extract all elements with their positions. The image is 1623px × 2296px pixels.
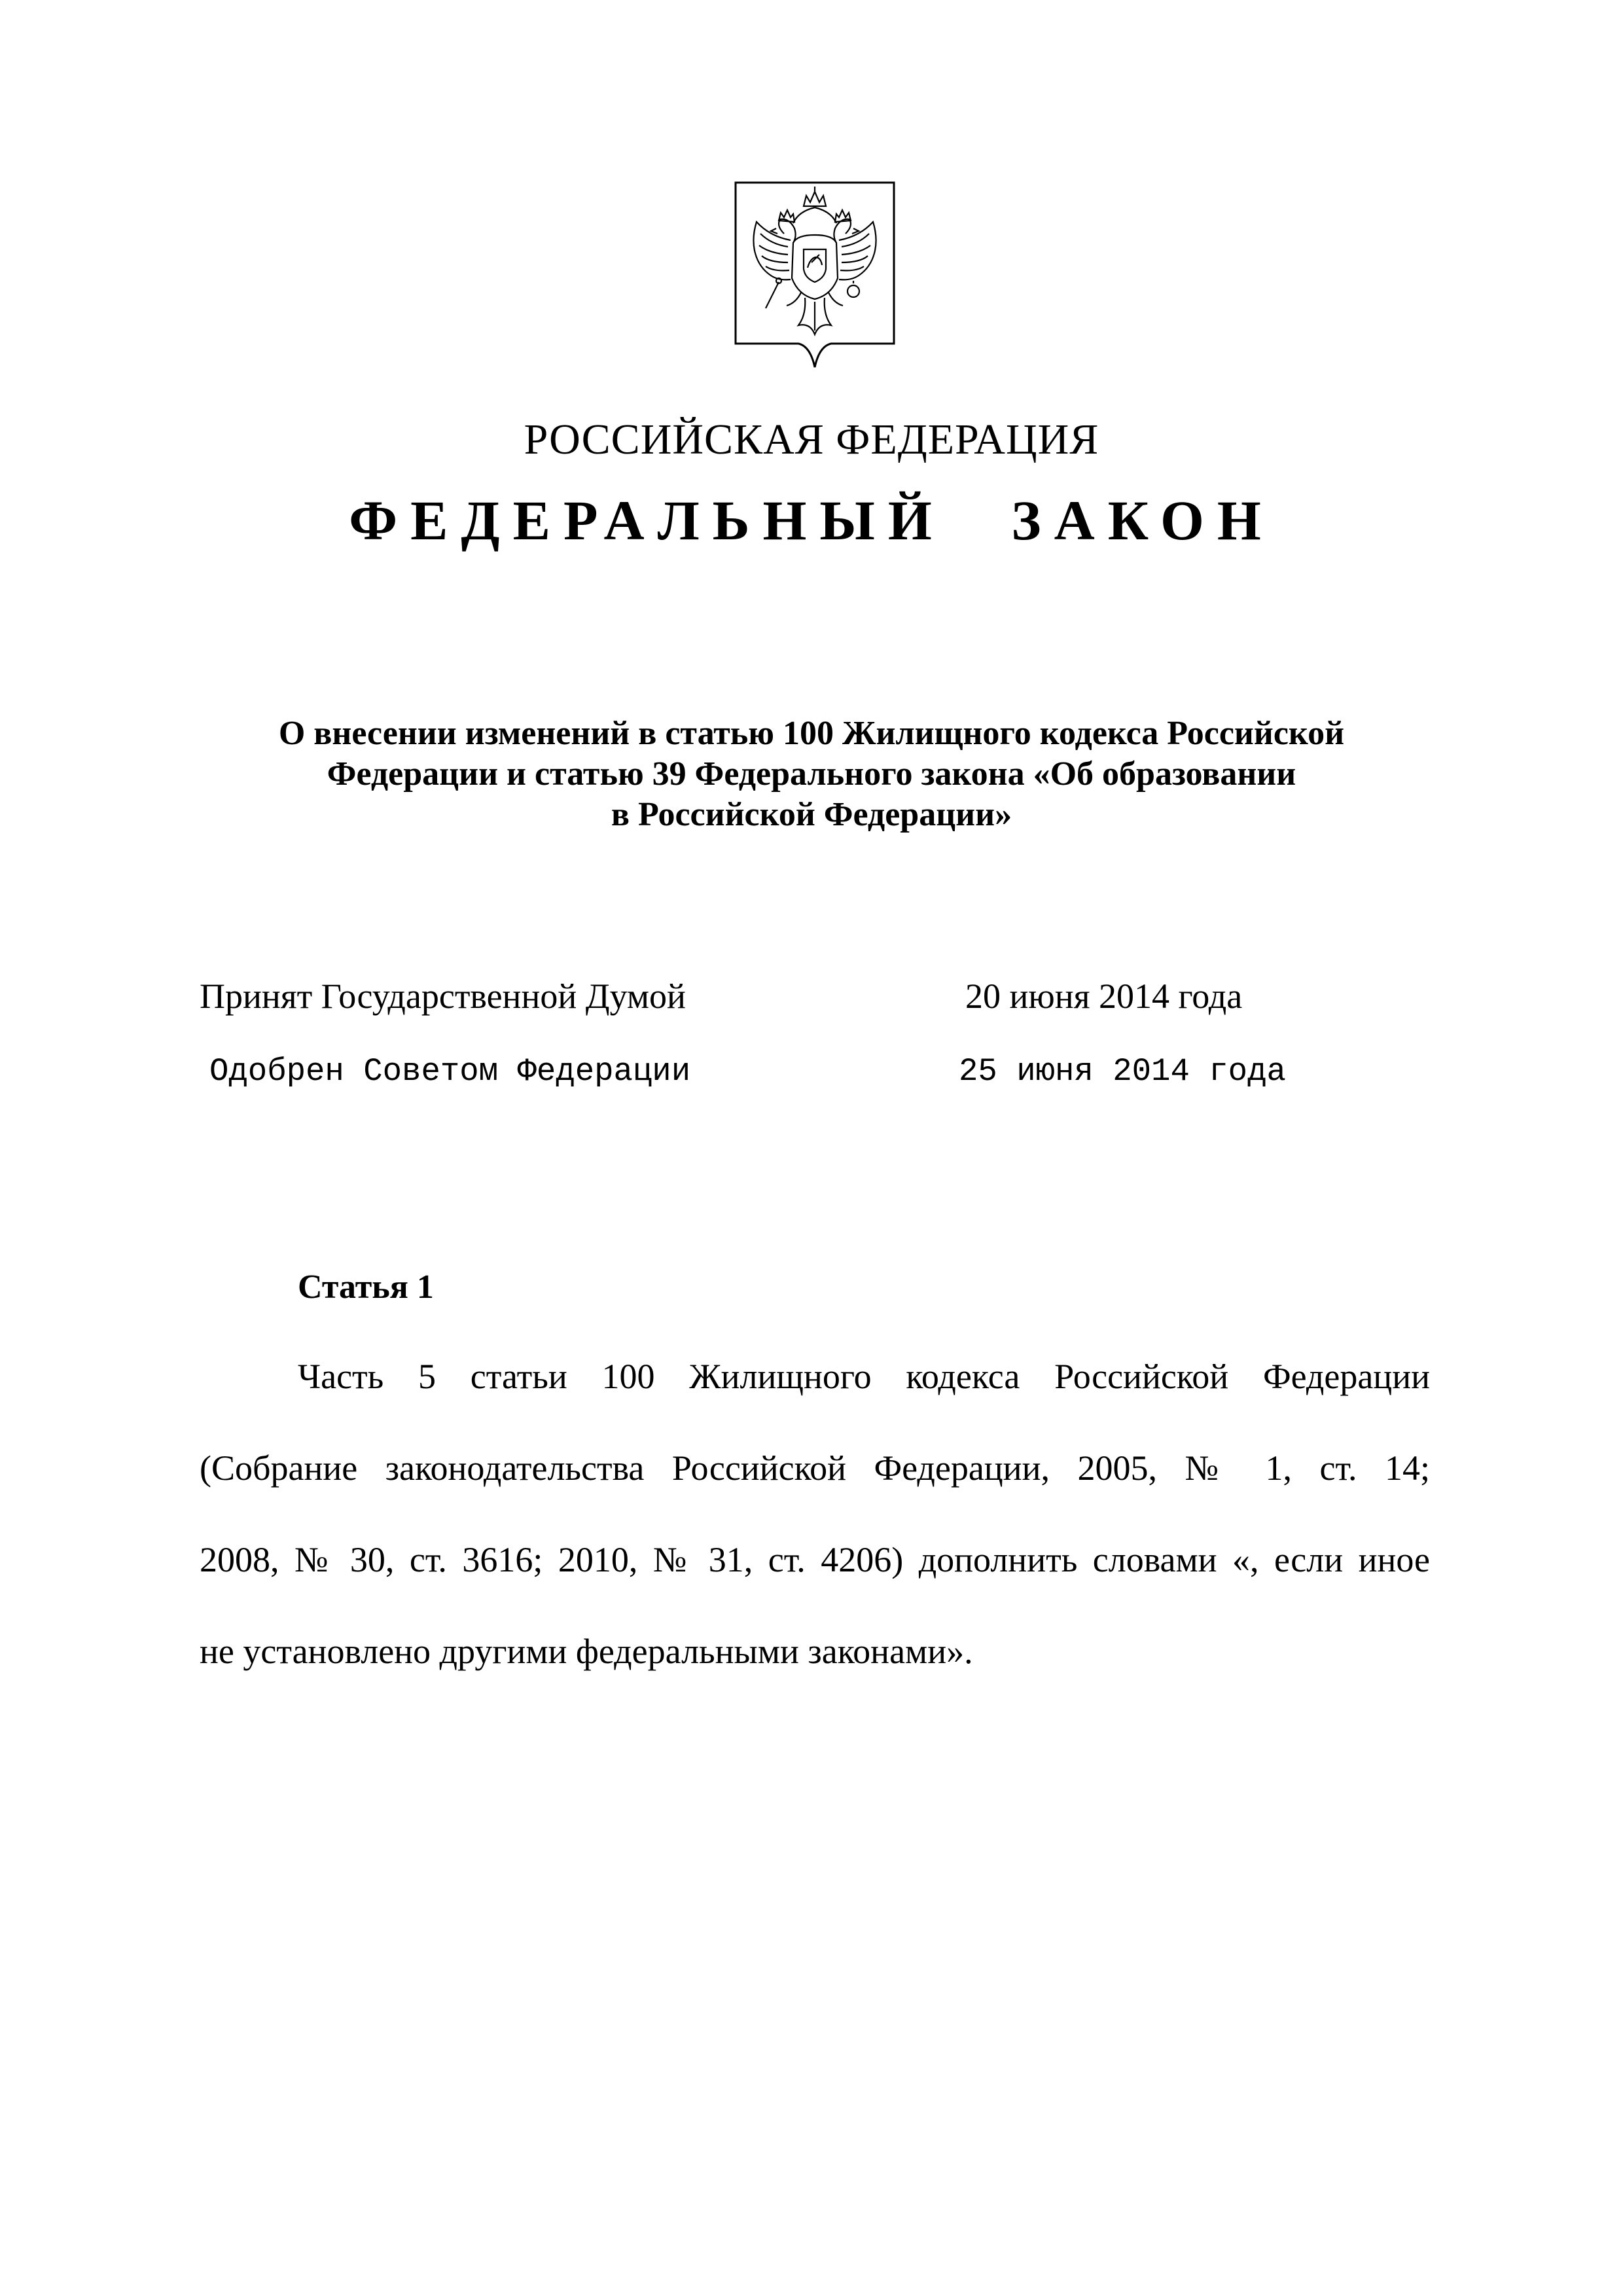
law-title-line: Федерации и статью 39 Федерального закона «Об образовании [327, 755, 1296, 793]
approval-council-date: 25 июня 2014 года [959, 1053, 1286, 1090]
article-1-line: не установлено другими федеральными законами». [200, 1632, 973, 1671]
approval-council-label: Одобрен Советом Федерации [209, 1053, 691, 1090]
article-1-line: (Собрание законодательства Российской Федерации, 2005, № 1, ст. 14; [200, 1448, 1430, 1488]
document-type: ФЕДЕРАЛЬНЫЙ ЗАКОН [349, 489, 1274, 552]
adoption-duma-date: 20 июня 2014 года [965, 977, 1243, 1016]
law-title [196, 713, 1427, 835]
law-title-line: О внесении изменений в статью 100 Жилищного кодекса Российской [278, 715, 1345, 752]
article-1-line: 2008, № 30, ст. 3616; 2010, № 31, ст. 4206) дополнить словами «, если иное [200, 1540, 1430, 1579]
article-1-line: Часть 5 статьи 100 Жилищного кодекса Российской Федерации [298, 1357, 1430, 1396]
article-1-heading: Статья 1 [298, 1268, 434, 1306]
country-name: РОССИЙСКАЯ ФЕДЕРАЦИЯ [524, 416, 1099, 463]
coat-of-arms-icon [733, 180, 897, 370]
article-1-text [200, 1354, 1430, 1720]
law-title-line: в Российской Федерации» [611, 796, 1012, 833]
adoption-duma-label: Принят Государственной Думой [200, 977, 686, 1016]
